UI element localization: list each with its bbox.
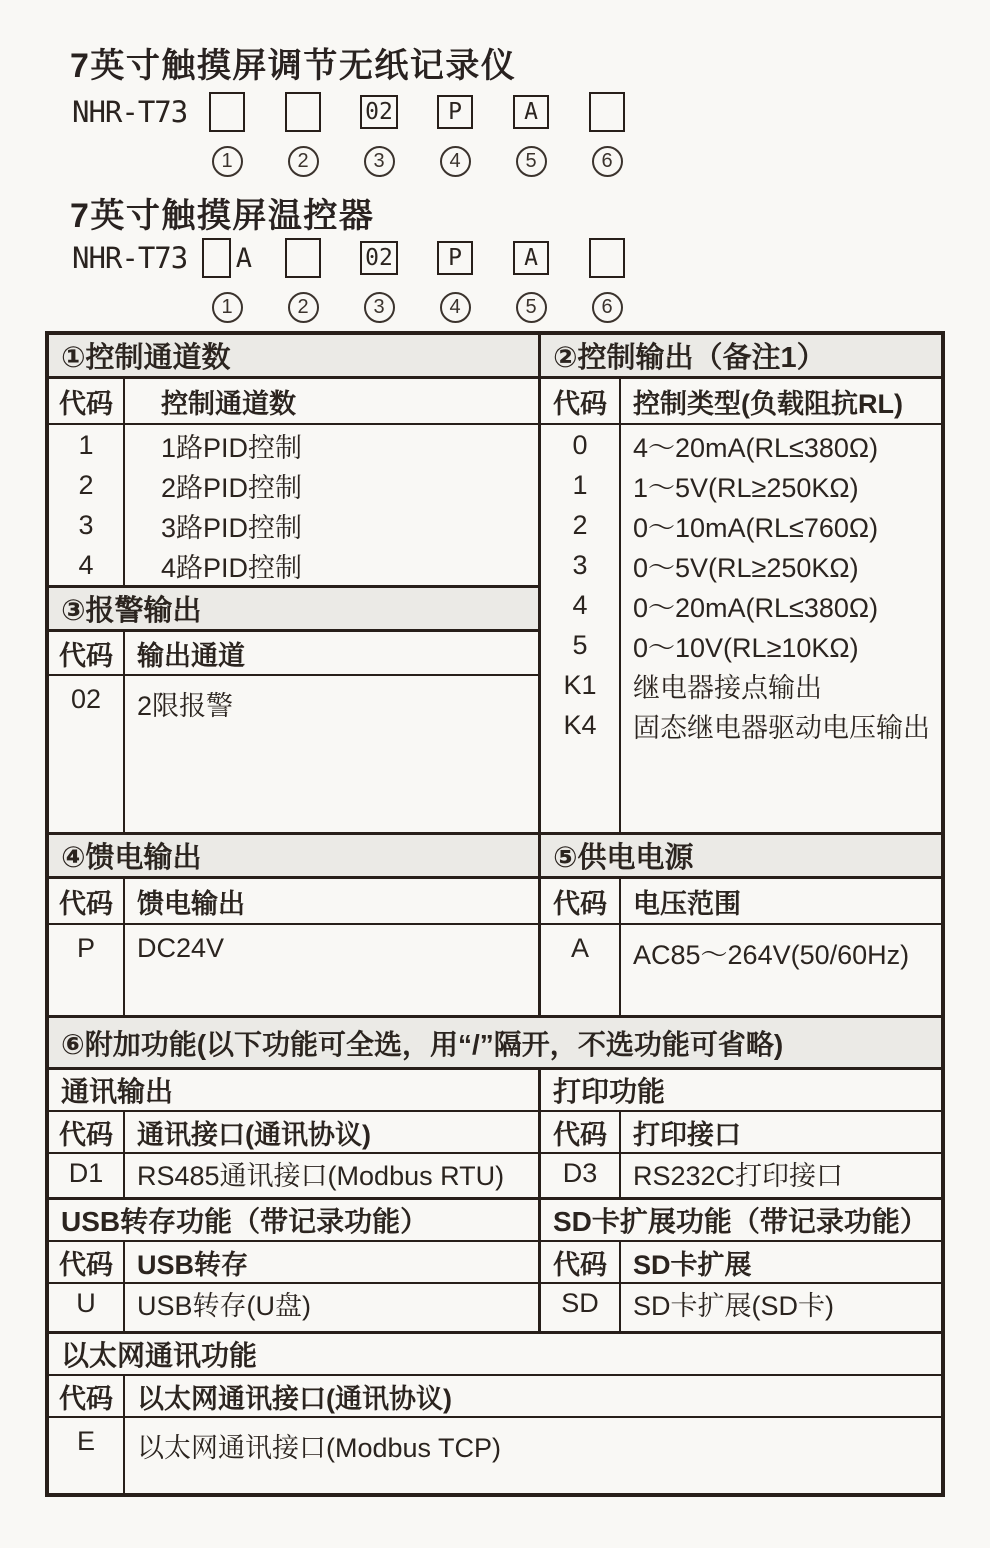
controller-model-diagram	[72, 232, 632, 323]
col-header-code: 代码	[553, 1249, 607, 1280]
section-5-header: ⑤供电电源	[541, 835, 941, 879]
code-cell: U	[76, 1288, 96, 1318]
model-slot-6	[582, 238, 632, 278]
row-ethernet	[49, 1334, 941, 1493]
col-header-desc: SD卡扩展	[633, 1249, 752, 1280]
section-2-header: ②控制输出（备注1）	[541, 335, 941, 379]
table-row	[541, 425, 941, 465]
section-1-header: ①控制通道数	[49, 335, 538, 379]
col-header-code: 代码	[553, 888, 607, 919]
table-row	[49, 1154, 538, 1193]
model-box-3: 02	[360, 241, 398, 275]
col-header-desc: 通讯接口(通讯协议)	[137, 1119, 371, 1150]
circled-digit-5: 5	[516, 292, 547, 323]
code-cell: D1	[68, 1158, 104, 1188]
print-function-column	[541, 1070, 941, 1197]
code-cell: 5	[572, 629, 588, 660]
model-box-4: P	[437, 95, 473, 129]
table-row	[49, 925, 538, 1015]
sd-table	[541, 1242, 941, 1331]
code-cell: P	[76, 933, 95, 963]
table-header-row	[49, 1112, 538, 1154]
model-slot-5	[506, 95, 556, 129]
section-2-table	[541, 379, 941, 832]
model-prefix: NHR-T73	[72, 241, 188, 275]
circled-digit-3: 3	[364, 292, 395, 323]
model-box-6	[589, 92, 625, 132]
table-row	[49, 545, 538, 585]
section-4-header: ④馈电输出	[49, 835, 538, 879]
row-comm-print	[49, 1070, 941, 1200]
model-slot-2	[278, 92, 328, 132]
comm-output-column	[49, 1070, 541, 1197]
code-cell: 2	[572, 509, 588, 540]
desc-cell: 0～5V(RL≥250KΩ)	[633, 552, 859, 583]
model-box-3: 02	[360, 95, 398, 129]
desc-cell: RS232C打印接口	[633, 1161, 844, 1191]
table-row	[541, 465, 941, 505]
section-5-table	[541, 879, 941, 1015]
section-3-header: ③报警输出	[49, 585, 538, 632]
table-row	[49, 425, 538, 465]
table-row	[49, 465, 538, 505]
col-header-desc: 打印接口	[633, 1119, 741, 1150]
circled-digit-1: 1	[212, 146, 243, 177]
table-row	[541, 625, 941, 665]
desc-cell: USB转存(U盘)	[137, 1291, 311, 1321]
table-row	[49, 505, 538, 545]
desc-cell: 继电器接点输出	[633, 672, 822, 703]
usb-table	[49, 1242, 538, 1331]
model-box-5: A	[513, 95, 549, 129]
section-3-table	[49, 632, 538, 832]
desc-cell: 4～20mA(RL≤380Ω)	[633, 432, 879, 463]
model-box-4: P	[437, 241, 473, 275]
section-4-table	[49, 879, 538, 1015]
section-4-column	[49, 835, 541, 1015]
code-cell: 1	[572, 469, 588, 500]
usb-column	[49, 1200, 541, 1331]
table-header-row	[49, 1376, 941, 1418]
code-cell: D3	[562, 1158, 598, 1188]
ordering-code-table	[45, 331, 945, 1497]
desc-cell: SD卡扩展(SD卡)	[633, 1291, 834, 1321]
ethernet-title: 以太网通讯功能	[49, 1334, 941, 1376]
table-row	[541, 665, 941, 705]
desc-cell: 以太网通讯接口(Modbus TCP)	[137, 1433, 502, 1463]
recorder-title: 7英寸触摸屏调节无纸记录仪	[70, 47, 517, 85]
table-header-row	[541, 879, 941, 925]
desc-cell: 固态继电器驱动电压输出	[633, 712, 930, 743]
col-header-desc: 馈电输出	[137, 888, 245, 919]
desc-cell: RS485通讯接口(Modbus RTU)	[137, 1161, 505, 1191]
desc-cell: 4路PID控制	[161, 552, 303, 583]
table-row	[541, 705, 941, 745]
sd-title: SD卡扩展功能（带记录功能）	[541, 1200, 941, 1242]
col-header-code: 代码	[59, 1249, 113, 1280]
desc-cell: AC85～264V(50/60Hz)	[633, 940, 910, 970]
col-header-code: 代码	[59, 888, 113, 919]
desc-cell: 0～10V(RL≥10KΩ)	[633, 632, 859, 663]
section-5-column	[541, 835, 941, 1015]
code-cell: 1	[78, 429, 94, 460]
recorder-position-digits	[72, 146, 632, 177]
col-header-desc: 控制通道数	[161, 388, 296, 419]
col-header-desc: 输出通道	[137, 640, 245, 671]
table-header-row	[49, 632, 538, 676]
table-header-row	[541, 1112, 941, 1154]
model-slot-1	[202, 92, 252, 132]
desc-cell: 1路PID控制	[161, 432, 303, 463]
code-cell: 02	[70, 684, 102, 714]
model-box-2	[285, 92, 321, 132]
controller-model-row	[72, 232, 632, 284]
comm-output-table	[49, 1112, 538, 1197]
code-cell: 0	[572, 429, 588, 460]
desc-cell: 3路PID控制	[161, 512, 303, 543]
code-cell: 4	[78, 549, 94, 580]
code-cell: 3	[78, 509, 94, 540]
code-cell: A	[570, 933, 589, 963]
circled-digit-1: 1	[212, 292, 243, 323]
model-box-6	[589, 238, 625, 278]
model-box-2	[285, 238, 321, 278]
model-slot-2	[278, 238, 328, 278]
section-2-column	[541, 335, 941, 832]
col-header-code: 代码	[59, 1119, 113, 1150]
code-cell: K4	[563, 709, 597, 740]
section-1-and-3-column	[49, 335, 541, 832]
row-sections-1-2-3	[49, 335, 941, 835]
desc-cell: 0～10mA(RL≤760Ω)	[633, 512, 879, 543]
col-header-code: 代码	[553, 1119, 607, 1150]
print-function-title: 打印功能	[541, 1070, 941, 1112]
table-header-row	[49, 379, 538, 425]
code-cell: 2	[78, 469, 94, 500]
recorder-model-row	[72, 86, 632, 138]
circled-digit-4: 4	[440, 146, 471, 177]
print-function-table	[541, 1112, 941, 1197]
recorder-model-diagram	[72, 86, 632, 177]
table-header-row	[49, 879, 538, 925]
table-header-row	[541, 1242, 941, 1284]
col-header-desc: 控制类型(负载阻抗RL)	[633, 388, 903, 419]
sd-column	[541, 1200, 941, 1331]
col-header-code: 代码	[553, 388, 607, 419]
model-slot-6	[582, 92, 632, 132]
circled-digit-2: 2	[288, 146, 319, 177]
table-row	[541, 1154, 941, 1193]
desc-cell: 2限报警	[137, 691, 234, 721]
section-6-header: ⑥附加功能(以下功能可全选，用“/”隔开，不选功能可省略)	[49, 1018, 941, 1070]
code-cell: 3	[572, 549, 588, 580]
desc-cell: 2路PID控制	[161, 472, 303, 503]
model-suffix-a: A	[235, 242, 252, 274]
table-row	[541, 545, 941, 585]
code-cell: K1	[563, 669, 597, 700]
table-row	[541, 585, 941, 625]
desc-cell: 0～20mA(RL≤380Ω)	[633, 592, 879, 623]
model-box-5: A	[513, 241, 549, 275]
col-header-code: 代码	[59, 640, 113, 671]
section-1-table	[49, 379, 538, 585]
circled-digit-6: 6	[592, 146, 623, 177]
code-cell: E	[76, 1426, 95, 1456]
model-box-1	[202, 238, 231, 278]
row-usb-sd	[49, 1200, 941, 1334]
model-prefix: NHR-T73	[72, 95, 188, 129]
row-sections-4-5	[49, 835, 941, 1018]
col-header-code: 代码	[59, 388, 113, 419]
table-header-row	[49, 1242, 538, 1284]
model-box-1	[209, 92, 245, 132]
controller-title: 7英寸触摸屏温控器	[70, 197, 375, 235]
model-slot-1	[202, 238, 252, 278]
circled-digit-5: 5	[516, 146, 547, 177]
col-header-desc: 以太网通讯接口(通讯协议)	[137, 1383, 452, 1414]
model-slot-3	[354, 241, 404, 275]
circled-digit-2: 2	[288, 292, 319, 323]
table-row	[49, 676, 538, 832]
desc-cell: DC24V	[137, 933, 225, 963]
model-slot-5	[506, 241, 556, 275]
circled-digit-6: 6	[592, 292, 623, 323]
usb-title: USB转存功能（带记录功能）	[49, 1200, 538, 1242]
desc-cell: 1～5V(RL≥250KΩ)	[633, 472, 859, 503]
table-row	[49, 1284, 538, 1323]
controller-position-digits	[72, 292, 632, 323]
model-slot-3	[354, 95, 404, 129]
table-row	[49, 1418, 941, 1493]
col-header-code: 代码	[59, 1383, 113, 1414]
circled-digit-3: 3	[364, 146, 395, 177]
table-row	[541, 1284, 941, 1323]
col-header-desc: 电压范围	[633, 888, 741, 919]
model-slot-4	[430, 95, 480, 129]
ethernet-table	[49, 1376, 941, 1493]
table-row	[541, 925, 941, 1015]
code-cell: 4	[572, 589, 588, 620]
col-header-desc: USB转存	[137, 1249, 249, 1280]
table-header-row	[541, 379, 941, 425]
circled-digit-4: 4	[440, 292, 471, 323]
table-row	[541, 505, 941, 545]
code-cell: SD	[561, 1288, 599, 1318]
model-slot-4	[430, 241, 480, 275]
comm-output-title: 通讯输出	[49, 1070, 538, 1112]
